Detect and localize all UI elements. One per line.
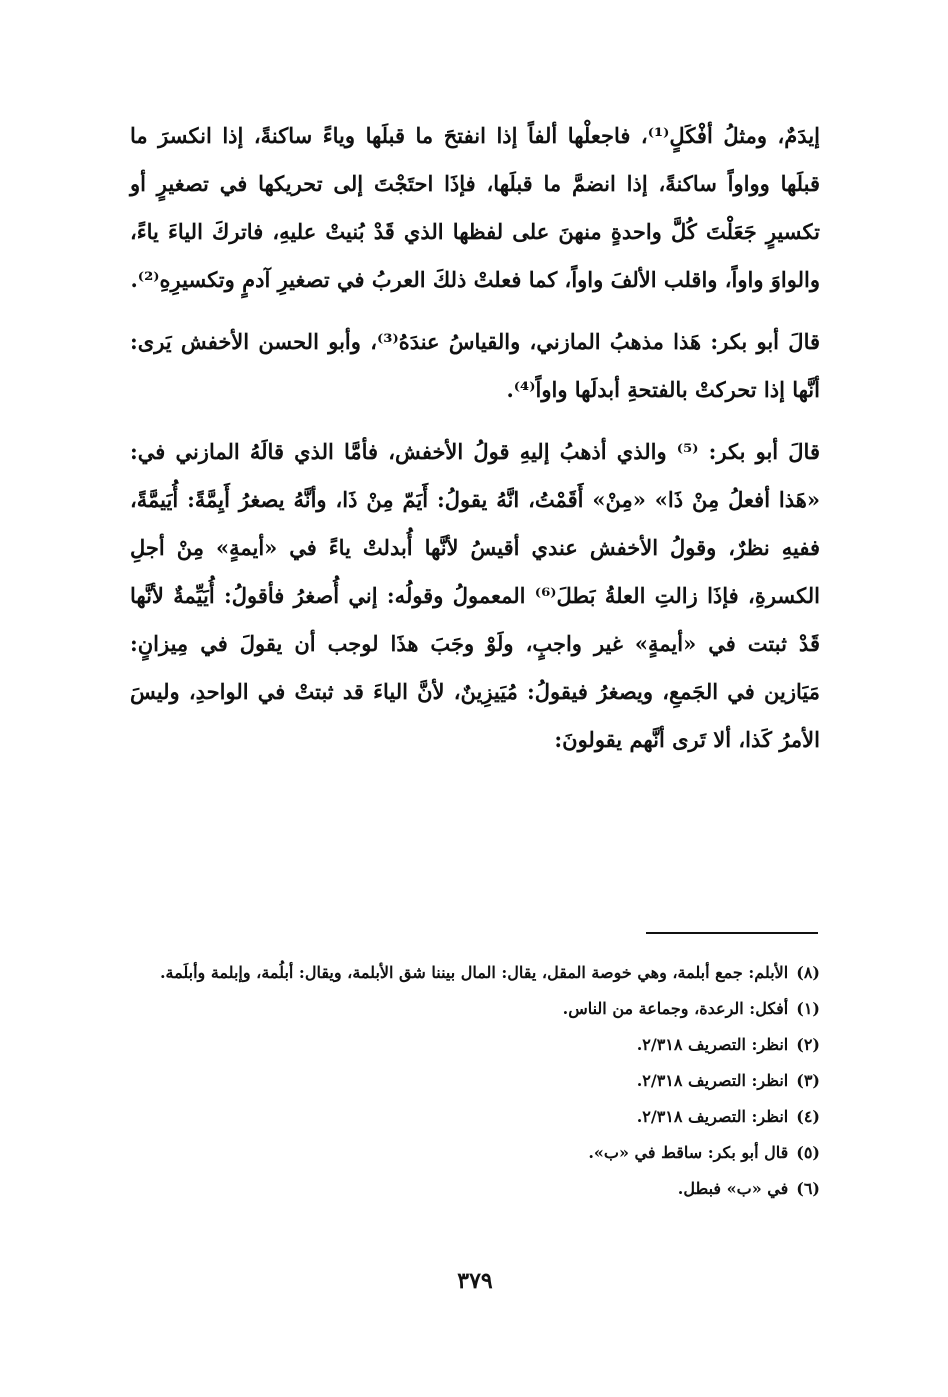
footnote-number: (٤) bbox=[796, 1107, 820, 1126]
footnote-text: انظر: التصريف ٢/٣١٨. bbox=[636, 1071, 789, 1090]
footnote-number: (٢) bbox=[796, 1035, 820, 1054]
footnote-number: (٨) bbox=[796, 963, 820, 982]
footnote bbox=[130, 1171, 820, 1207]
footnote-number: (١) bbox=[796, 999, 820, 1018]
footnote-text: في «ب» فبطل. bbox=[677, 1179, 789, 1198]
footnote-text: انظر: التصريف ٢/٣١٨. bbox=[636, 1107, 789, 1126]
paragraph: قالَ أبو بكر: هَذا مذهبُ المازني، والقياسُ عندَهُ⁽³⁾، وأبو الحسن الأخفش يَرى: أنَّها إذا تحركتْ بالفتحةِ أبدلَها واواً⁽⁴⁾. bbox=[130, 329, 821, 402]
footnote-text: انظر: التصريف ٢/٣١٨. bbox=[636, 1035, 789, 1054]
page-number: ٣٧٩ bbox=[457, 1268, 493, 1294]
footnote bbox=[130, 991, 820, 1027]
paragraph: قالَ أبو بكر: ⁽⁵⁾ والذي أذهبُ إليهِ قولُ الأخفش، فأمَّا الذي قالَهُ المازني في: «هَذا أفعلُ مِنْ ذَا» «مِنْ» أَقَمْتُ، انَّهُ يقولُ: أَيَمّ مِنْ ذَا، وأنَّهُ يصغرُ أَيِمَّةً: أُيَيمَّةً، ففيهِ نظرٌ، وقولُ الأخفش عندي أقيسُ لأنَّها أُبدلتْ ياءً في «أيمةٍ» مِنْ أجلِ الكسرةِ، فإذَا زالتِ العلةُ بَطلَ⁽⁶⁾ المعمولُ وقولُه: إني أُصغرُ فأقولُ: أُيَيِّمةٌ لأنَّها قَدْ ثبتت في «أيمةٍ» غير واجبٍ، ولَوْ وجَبَ هذَا لوجب أن يقولَ في مِيزانٍ: مَيَازين في الجَمعِ، ويصغرُ فيقولُ: مُيَيزِينٌ، لأنَّ الياءَ قد ثبتتْ في الواحدِ، وليسَ الأمرُ كَذا، ألا تَرى أنَّهم يقولونَ: bbox=[130, 439, 820, 752]
footnote bbox=[130, 1099, 820, 1135]
footnote-text: قال أبو بكر: ساقط في «ب». bbox=[588, 1143, 789, 1162]
footnote bbox=[130, 1135, 820, 1171]
paragraph: إيدَمٌ، ومثلُ أفْكَلٍ⁽¹⁾، فاجعلْها ألفاً إذا انفتحَ ما قبلَها وياءً ساكنةً، إذا انكسرَ ما قبلَها وواواً ساكنةً، إذا انضمَّ ما قبلَها، فإذَا احتَجْتَ إلى تحريكها في تصغيرٍ أو تكسيرٍ جَعَلْتَ كُلَّ واحدةٍ منهنَ على لفظها الذي قَدْ بُنيتْ عليهِ، فاتركَ الياءَ ياءً، والواوَ واواً، واقلب الألفَ واواً، كما فعلتْ ذلكَ العربُ في تصغيرِ آدمٍ وتكسيرِهِ⁽²⁾. bbox=[130, 123, 820, 292]
footnotes bbox=[130, 955, 820, 1207]
footnote bbox=[130, 1027, 820, 1063]
footnote bbox=[130, 1063, 820, 1099]
footnote-number: (٣) bbox=[796, 1071, 820, 1090]
main-text bbox=[130, 112, 820, 764]
footnote-text: الأبلم: جمع أبلمة، وهي خوصة المقل، يقال: المال بيننا شق الأبلمة، ويقال: أبلُمة، وإبلمة وأبلَمة. bbox=[159, 963, 789, 982]
footnote-number: (٦) bbox=[796, 1179, 820, 1198]
footnote-divider bbox=[646, 932, 818, 934]
footnote-text: أفكل: الرعدة، وجماعة من الناس. bbox=[562, 999, 789, 1018]
footnote-number: (٥) bbox=[796, 1143, 820, 1162]
footnote bbox=[130, 955, 820, 991]
